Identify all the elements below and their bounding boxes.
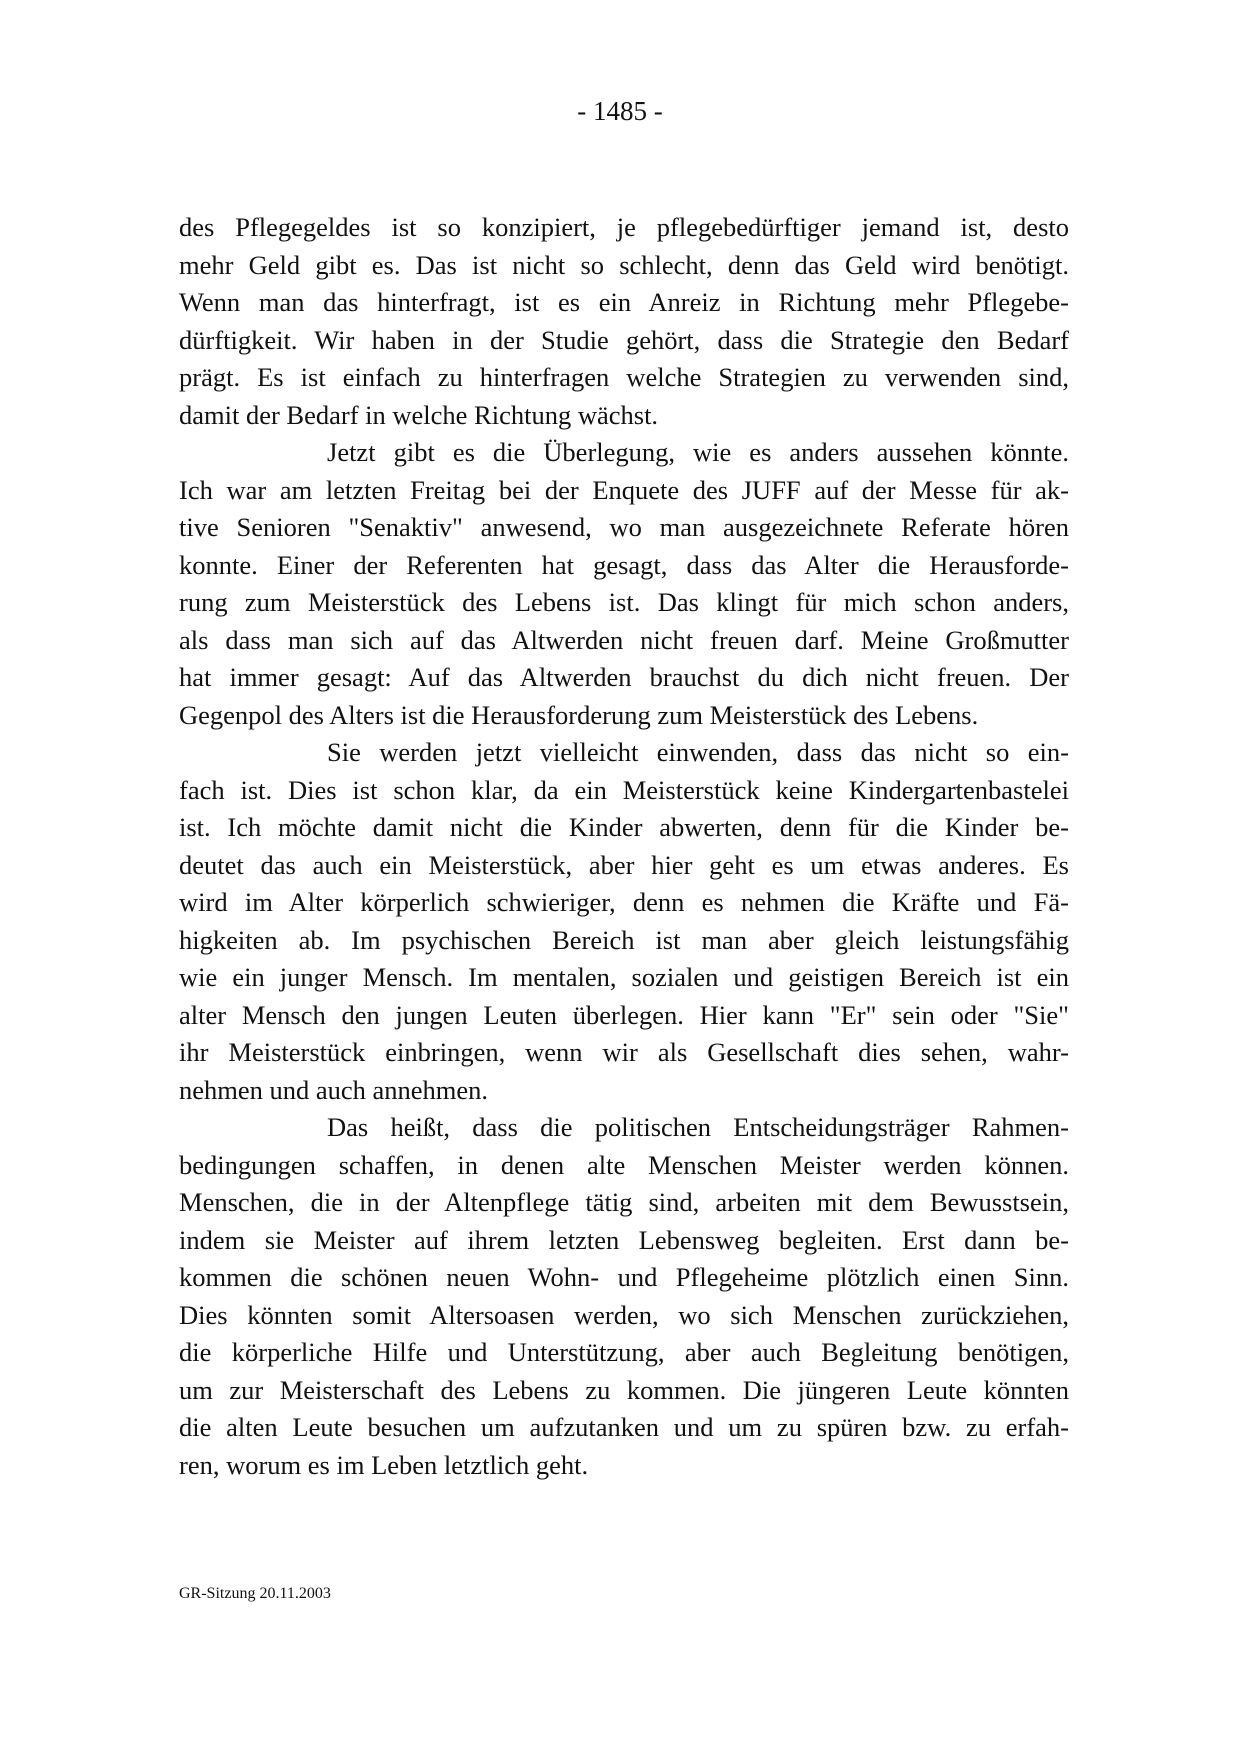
text-line: nehmen und auch annehmen. bbox=[179, 1074, 489, 1105]
text-line: wie ein junger Mensch. Im mentalen, sozialen und geistigen Bereich ist ein bbox=[179, 962, 1069, 992]
footer-session-date: GR-Sitzung 20.11.2003 bbox=[179, 1585, 331, 1602]
text-line: alter Mensch den jungen Leuten überlegen. Hier kann "Er" sein oder "Sie" bbox=[179, 999, 1069, 1030]
paragraph bbox=[179, 434, 1069, 734]
text-line: indem sie Meister auf ihrem letzten Lebensweg begleiten. Erst dann be- bbox=[179, 1224, 1069, 1255]
text-line: Das heißt, dass die politischen Entscheidungsträger Rahmen- bbox=[327, 1112, 1069, 1142]
text-line: um zur Meisterschaft des Lebens zu kommen. Die jüngeren Leute könnten bbox=[179, 1374, 1069, 1405]
text-line: rung zum Meisterstück des Lebens ist. Das klingt für mich schon anders, bbox=[179, 587, 1069, 617]
text-line: ren, worum es im Leben letztlich geht. bbox=[179, 1449, 589, 1480]
text-line: Ich war am letzten Freitag bei der Enquete des JUFF auf der Messe für ak- bbox=[179, 474, 1069, 505]
text-line: wird im Alter körperlich schwieriger, denn es nehmen die Kräfte und Fä- bbox=[179, 887, 1069, 917]
text-line: Sie werden jetzt vielleicht einwenden, dass das nicht so ein- bbox=[327, 737, 1069, 767]
text-line: bedingungen schaffen, in denen alte Menschen Meister werden können. bbox=[179, 1149, 1069, 1180]
text-line: Menschen, die in der Altenpflege tätig sind, arbeiten mit dem Bewusstsein, bbox=[179, 1187, 1069, 1217]
text-line: fach ist. Dies ist schon klar, da ein Meisterstück keine Kindergartenbastelei bbox=[179, 774, 1069, 805]
text-line: Jetzt gibt es die Überlegung, wie es anders aussehen könnte. bbox=[327, 437, 1069, 467]
text-line: Gegenpol des Alters ist die Herausforderung zum Meisterstück des Lebens. bbox=[179, 699, 979, 730]
text-line: die körperliche Hilfe und Unterstützung, aber auch Begleitung benötigen, bbox=[179, 1337, 1069, 1367]
text-line: higkeiten ab. Im psychischen Bereich ist man aber gleich leistungsfähig bbox=[179, 924, 1069, 955]
paragraph bbox=[179, 734, 1069, 1109]
paragraph bbox=[179, 1109, 1069, 1484]
text-line: damit der Bedarf in welche Richtung wächst. bbox=[179, 399, 659, 430]
text-line: ihr Meisterstück einbringen, wenn wir als Gesellschaft dies sehen, wahr- bbox=[179, 1037, 1069, 1067]
text-line: Wenn man das hinterfragt, ist es ein Anreiz in Richtung mehr Pflegebe- bbox=[179, 287, 1069, 317]
paragraph bbox=[179, 209, 1069, 434]
text-line: als dass man sich auf das Altwerden nicht freuen darf. Meine Großmutter bbox=[179, 624, 1069, 655]
text-line: des Pflegegeldes ist so konzipiert, je pflegebedürftiger jemand ist, desto bbox=[179, 212, 1069, 242]
text-line: deutet das auch ein Meisterstück, aber hier geht es um etwas anderes. Es bbox=[179, 849, 1069, 880]
body-text bbox=[179, 209, 1069, 1484]
text-line: die alten Leute besuchen um aufzutanken und um zu spüren bzw. zu erfah- bbox=[179, 1412, 1069, 1442]
text-line: dürftigkeit. Wir haben in der Studie gehört, dass die Strategie den Bedarf bbox=[179, 324, 1069, 355]
text-line: mehr Geld gibt es. Das ist nicht so schlecht, denn das Geld wird benötigt. bbox=[179, 249, 1069, 280]
text-line: tive Senioren "Senaktiv" anwesend, wo man ausgezeichnete Referate hören bbox=[179, 512, 1069, 542]
text-line: Dies könnten somit Altersoasen werden, wo sich Menschen zurückziehen, bbox=[179, 1299, 1069, 1330]
text-line: kommen die schönen neuen Wohn- und Pflegeheime plötzlich einen Sinn. bbox=[179, 1262, 1069, 1292]
text-line: ist. Ich möchte damit nicht die Kinder abwerten, denn für die Kinder be- bbox=[179, 812, 1069, 842]
text-line: konnte. Einer der Referenten hat gesagt, dass das Alter die Herausforde- bbox=[179, 549, 1069, 580]
text-line: hat immer gesagt: Auf das Altwerden brauchst du dich nicht freuen. Der bbox=[179, 662, 1069, 692]
page-number: - 1485 - bbox=[577, 96, 663, 126]
text-line: prägt. Es ist einfach zu hinterfragen welche Strategien zu verwenden sind, bbox=[179, 362, 1069, 392]
